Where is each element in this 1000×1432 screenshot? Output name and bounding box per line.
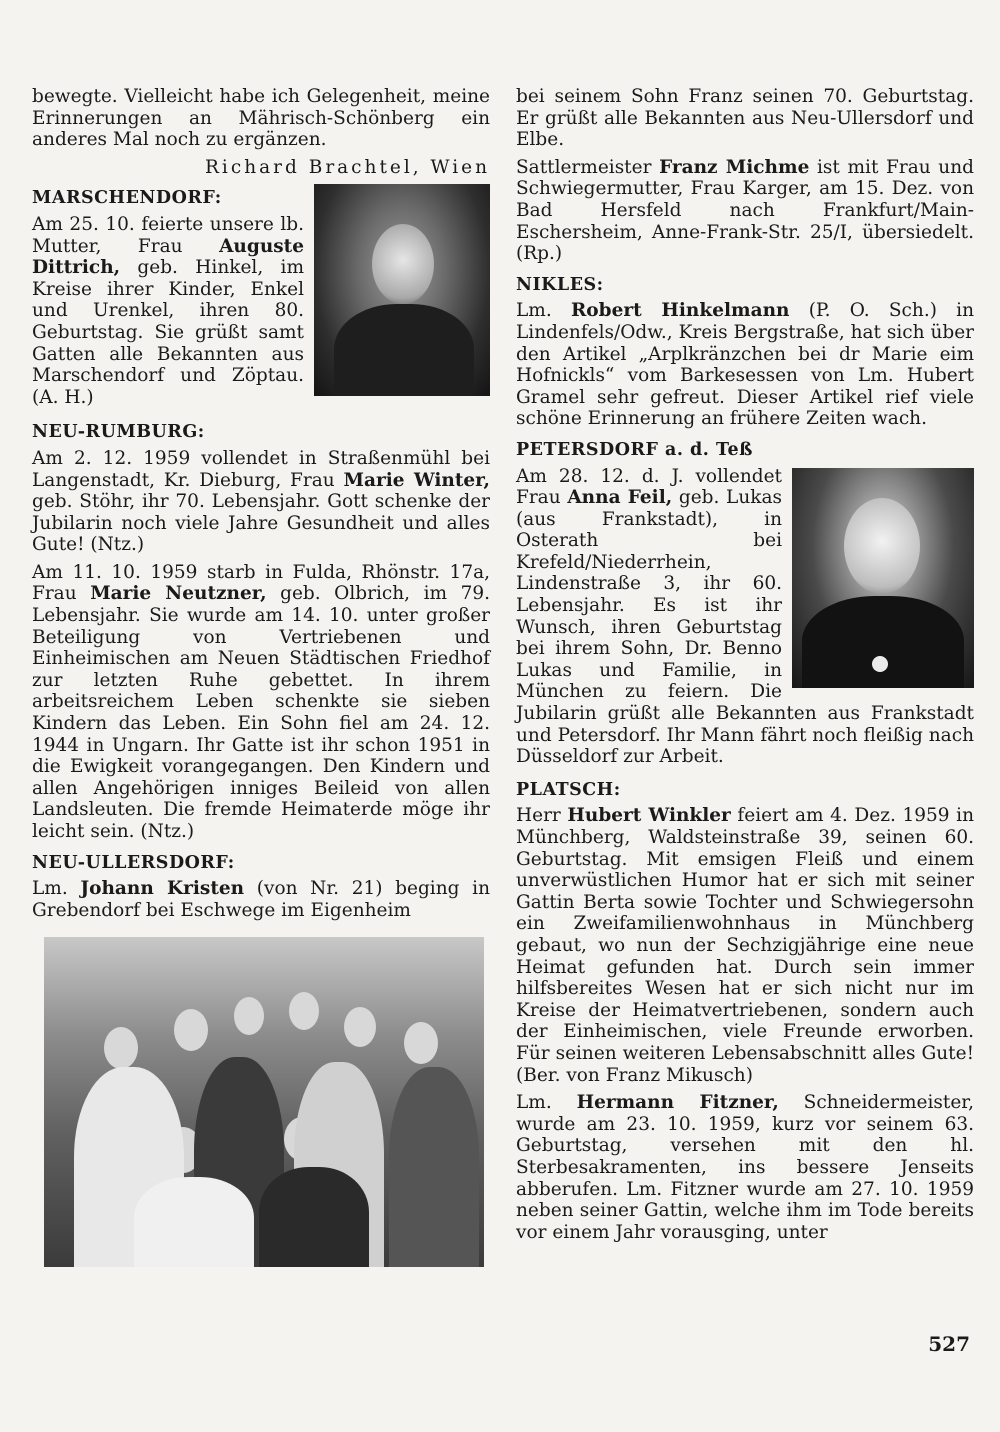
paragraph-nikles: Lm. Robert Hinkelmann (P. O. Sch.) in Lindenfels/Odw., Kreis Bergstraße, hat sich über den Artikel „Arplkränzchen bei dr Marie eim Hofnickls“ vom Barkesessen von Lm. Hubert Gramel sehr gefreut. Dieser Artikel rief viele schöne Erinnerung an frühere Zeiten wach. [516,300,974,430]
paragraph-platsch-1: Herr Hubert Winkler feiert am 4. Dez. 1959 in Münchberg, Waldsteinstraße 39, seinen 60. Geburtstag. Mit emsigen Fleiß und einem unverwüstlichen Humor hat er sich mit seiner Gattin Berta sowie Tochter und Schwiegersohn ein Zweifamilienwohnhaus in Münchberg gebaut, wo nun der Sechzigjährige eine neue Heimat gefunden hat. Durch sein immer hilfsbereites Wesen hat er sich nicht nur im Kreise der Heimatvertriebenen, sondern auch der Einheimischen, viele Freunde erworben. Für seinen weiteren Lebensabschnitt alles Gute! (Ber. von Franz Mikusch) [516,805,974,1086]
group-photo-family [44,937,484,1267]
name-robert-hinkelmann: Robert Hinkelmann [570,300,790,322]
name-anna-feil: Anna Feil, [567,487,673,509]
intro-paragraph: bewegte. Vielleicht habe ich Gelegenheit, meine Erinnerungen an Mährisch-Schönberg ein anderes Mal noch zu ergänzen. [32,86,490,151]
portrait-photo-anna-feil [792,468,974,688]
paragraph-franz-michme: Sattlermeister Franz Michme ist mit Frau und Schwiegermutter, Frau Karger, am 15. Dez. von Bad Hersfeld nach Frankfurt/Main-Eschersheim, Anne-Frank-Str. 25/I, übersiedelt. (Rp.) [516,156,974,265]
name-johann-kristen: Johann Kristen [80,878,245,900]
right-column [516,86,974,1249]
heading-neu-ullersdorf: NEU-ULLERSDORF: [32,852,235,873]
paragraph-petersdorf: Am 28. 12. d. J. vollendet Frau Anna Feil, geb. Lukas (aus Frankstadt), in Osterath bei Krefeld/Niederrhein, Lindenstraße 3, ihr 60. Lebensjahr. Es ist ihr Wunsch, ihren Geburtstag bei ihrem Sohn, Dr. Benno Lukas und Familie, in München zu feiern. Die Jubilarin grüßt alle Bekannten aus Frankstadt und Petersdorf. Ihr Mann fährt noch fleißig nach Düsseldorf zur Arbeit. [516,465,974,768]
name-marie-winter: Marie Winter, [343,469,490,491]
page-number: 527 [928,1332,970,1356]
portrait-photo-auguste-dittrich [314,184,490,396]
paragraph-neu-ullersdorf: Lm. Johann Kristen (von Nr. 21) beging in Grebendorf bei Eschwege im Eigenheim [32,878,490,921]
author-signature: Richard Brachtel, Wien [205,156,490,178]
heading-neu-rumburg: NEU-RUMBURG: [32,422,205,443]
paragraph-neu-rumburg-1: Am 2. 12. 1959 vollendet in Straßenmühl bei Langenstadt, Kr. Dieburg, Frau Marie Winter, geb. Stöhr, ihr 70. Lebensjahr. Gott schenke der Jubilarin noch viele Jahre Gesundheit und alles Gute! (Ntz.) [32,447,490,556]
heading-nikles: NIKLES: [516,274,604,295]
paragraph-platsch-2: Lm. Hermann Fitzner, Schneidermeister, wurde am 23. 10. 1959, kurz vor seinem 63. Geburtstag, versehen mit den hl. Sterbesakramenten, ins bessere Jenseits abberufen. Lm. Fitzner wurde am 27. 10. 1959 neben seiner Gattin, welche ihm im Tode bereits vor einem Jahr vorausging, unter [516,1092,974,1243]
heading-marschendorf: MARSCHENDORF: [32,188,222,209]
heading-platsch: PLATSCH: [516,779,621,800]
name-auguste-dittrich: Auguste Dittrich, [32,235,304,279]
paragraph-marschendorf: Am 25. 10. feierte unsere lb. Mutter, Frau Auguste Dittrich, geb. Hinkel, im Kreise ihrer Kinder, Enkel und Urenkel, ihren 80. Geburtstag. Sie grüßt samt Gatten alle Bekannten aus Marschendorf und Zöptau. (A. H.) [32,213,304,408]
paragraph-continuation-kristen: bei seinem Sohn Franz seinen 70. Geburtstag. Er grüßt alle Bekannten aus Neu-Ullersdorf und Elbe. [516,86,974,151]
left-column [32,86,490,1267]
name-hermann-fitzner: Hermann Fitzner, [576,1092,779,1114]
paragraph-neu-rumburg-2: Am 11. 10. 1959 starb in Fulda, Rhönstr. 17a, Frau Marie Neutzner, geb. Olbrich, im 79. Lebensjahr. Sie wurde am 14. 10. unter großer Beteiligung von Vertriebenen und Einheimischen am Neuen Städtischen Friedhof zur letzten Ruhe gebettet. In ihrem arbeitsreichem Leben schenkte sie sieben Kindern das Leben. Ein Sohn fiel am 24. 12. 1944 in Ungarn. Ihr Gatte ist ihr schon 1951 in die Ewigkeit vorangegangen. Den Kindern und allen Angehörigen inniges Beileid von allen Landsleuten. Die fremde Heimaterde möge ihr leicht sein. (Ntz.) [32,561,490,842]
heading-petersdorf: PETERSDORF a. d. Teß [516,439,753,460]
name-marie-neutzner: Marie Neutzner, [90,583,267,605]
name-franz-michme: Franz Michme [659,156,810,178]
name-hubert-winkler: Hubert Winkler [567,805,731,827]
